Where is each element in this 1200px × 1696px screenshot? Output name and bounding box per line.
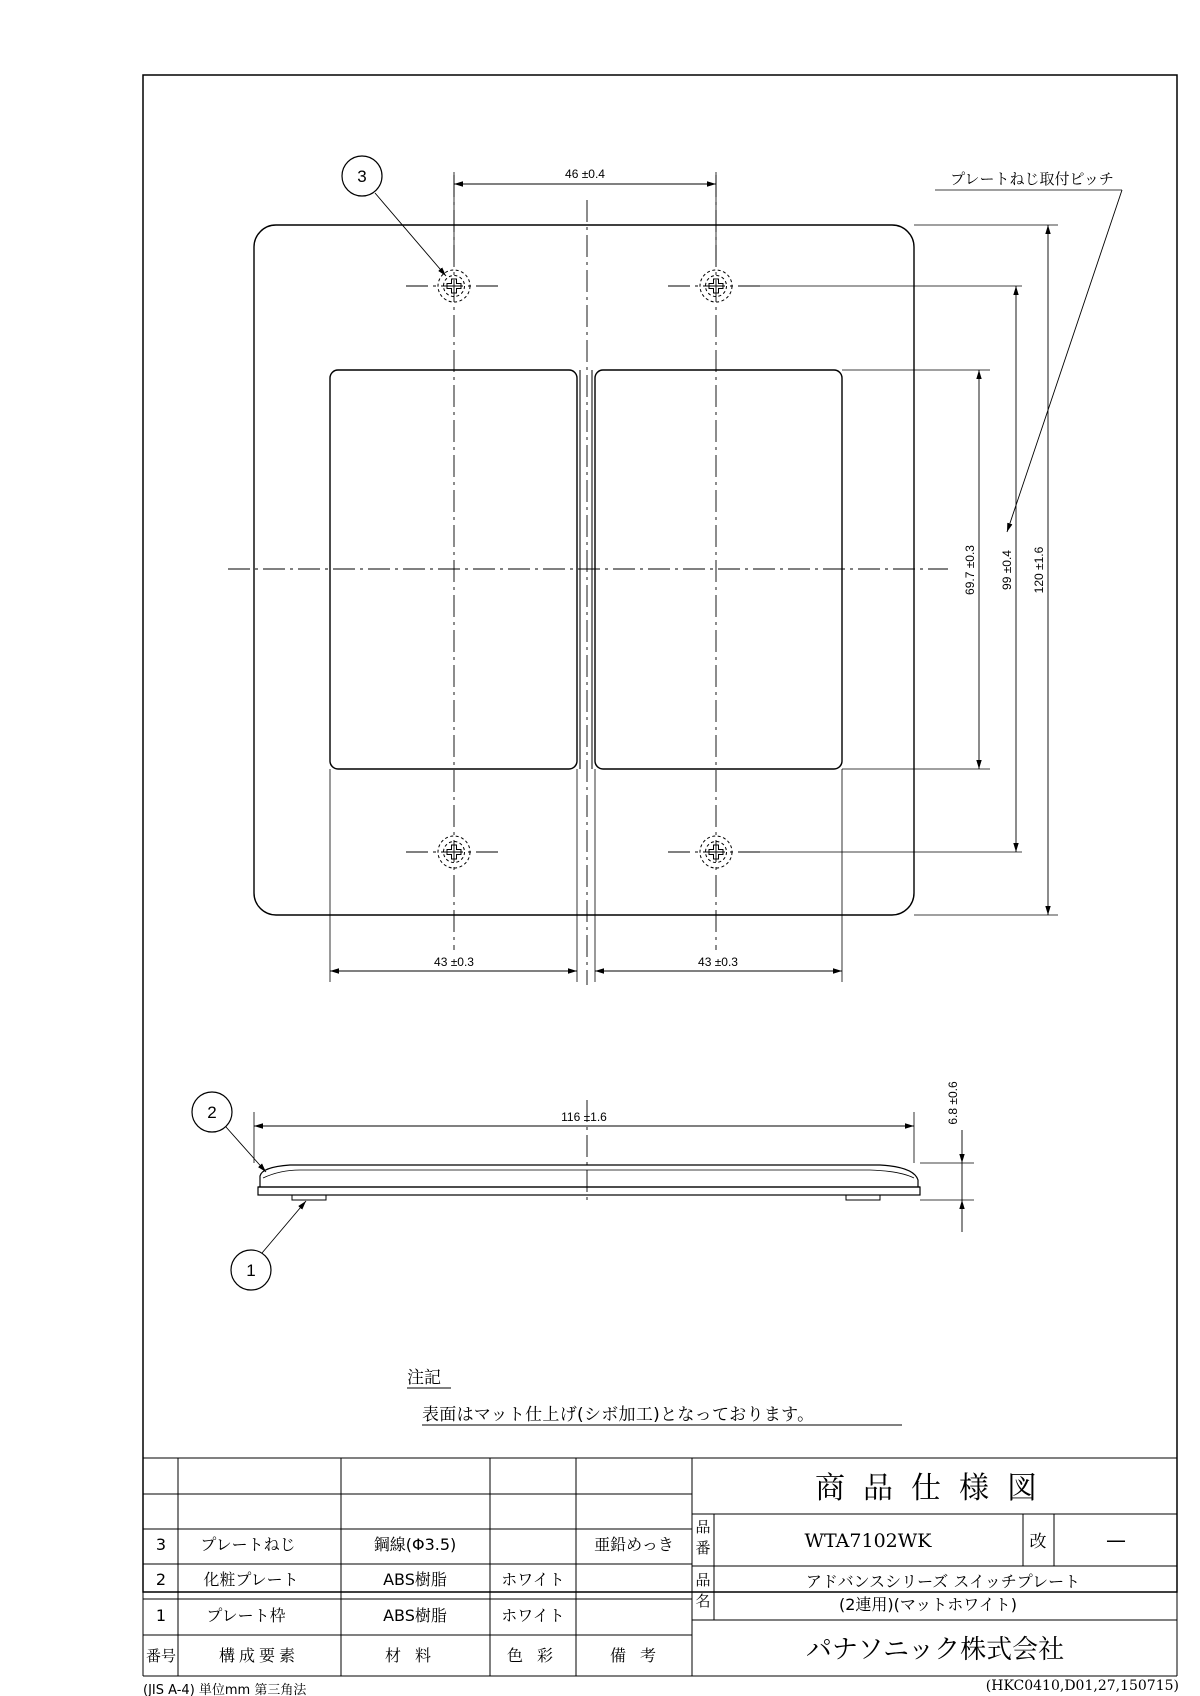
parts-row-element: 化粧プレート <box>203 1570 299 1589</box>
rev-value: — <box>1106 1528 1126 1552</box>
drawing-frame <box>143 75 1177 1592</box>
model-number: WTA7102WK <box>804 1530 932 1552</box>
dim-pitch-h: 46 ±0.4 <box>565 167 605 181</box>
footer-left: (JIS A-4) 単位mm 第三角法 <box>143 1683 307 1696</box>
parts-row-material: ABS樹脂 <box>383 1570 447 1589</box>
dim-overall-h: 120 ±1.6 <box>1032 546 1046 594</box>
plate-outline <box>254 225 914 915</box>
parts-row-material: 鋼線(Φ3.5) <box>373 1535 457 1554</box>
parts-row-no: 3 <box>155 1535 167 1554</box>
front-view <box>228 156 1122 985</box>
callout-1-label: 1 <box>246 1261 256 1280</box>
footer-right: (HKC0410,D01,27,150715) <box>985 1678 1179 1694</box>
titleblock-title: 商品仕様図 <box>815 1471 1055 1506</box>
parts-header-no: 番号 <box>145 1647 177 1665</box>
product-name-line2: (2連用)(マットホワイト) <box>838 1595 1018 1614</box>
rev-label: 改 <box>1029 1532 1047 1552</box>
dim-opening-w-right: 43 ±0.3 <box>698 955 738 969</box>
model-label: 番 <box>695 1539 711 1557</box>
notes-text: 表面はマット仕上げ(シボ加工)となっております。 <box>422 1405 815 1425</box>
model-label: 品 <box>695 1518 711 1536</box>
parts-row-color: ホワイト <box>501 1570 565 1589</box>
parts-row-material: ABS樹脂 <box>383 1606 447 1625</box>
company-name: パナソニック株式会社 <box>805 1635 1065 1665</box>
dim-pitch-v: 99 ±0.4 <box>1000 550 1014 590</box>
callout-3-label: 3 <box>357 167 367 186</box>
parts-header-remarks: 備考 <box>609 1646 671 1665</box>
side-profile <box>260 1165 918 1187</box>
notes-title: 注記 <box>407 1368 441 1388</box>
parts-header-color: 色彩 <box>506 1646 568 1665</box>
dim-thickness: 6.8 ±0.6 <box>946 1081 960 1125</box>
dim-opening-w-left: 43 ±0.3 <box>434 955 474 969</box>
center-lines <box>228 175 948 985</box>
parts-row-element: プレートねじ <box>200 1535 296 1554</box>
parts-row-color: ホワイト <box>501 1606 565 1625</box>
opening-right <box>595 370 842 769</box>
dim-side-w: 116 ±1.6 <box>561 1110 607 1124</box>
product-name-line1: アドバンスシリーズ スイッチプレート <box>805 1572 1081 1591</box>
pitch-label: プレートねじ取付ピッチ <box>950 170 1114 188</box>
parts-header-element: 構成要素 <box>218 1646 300 1665</box>
dim-opening-h: 69.7 ±0.3 <box>963 545 977 595</box>
opening-left <box>330 370 577 769</box>
name-label: 名 <box>695 1592 711 1610</box>
parts-header-material: 材料 <box>384 1646 446 1665</box>
parts-row-remarks: 亜鉛めっき <box>594 1535 674 1554</box>
parts-row-element: プレート枠 <box>206 1606 286 1625</box>
parts-row-no: 2 <box>155 1570 167 1589</box>
parts-rows <box>146 1535 674 1665</box>
name-label: 品 <box>695 1571 711 1589</box>
callout-2-label: 2 <box>207 1103 217 1122</box>
parts-row-no: 1 <box>155 1606 167 1625</box>
